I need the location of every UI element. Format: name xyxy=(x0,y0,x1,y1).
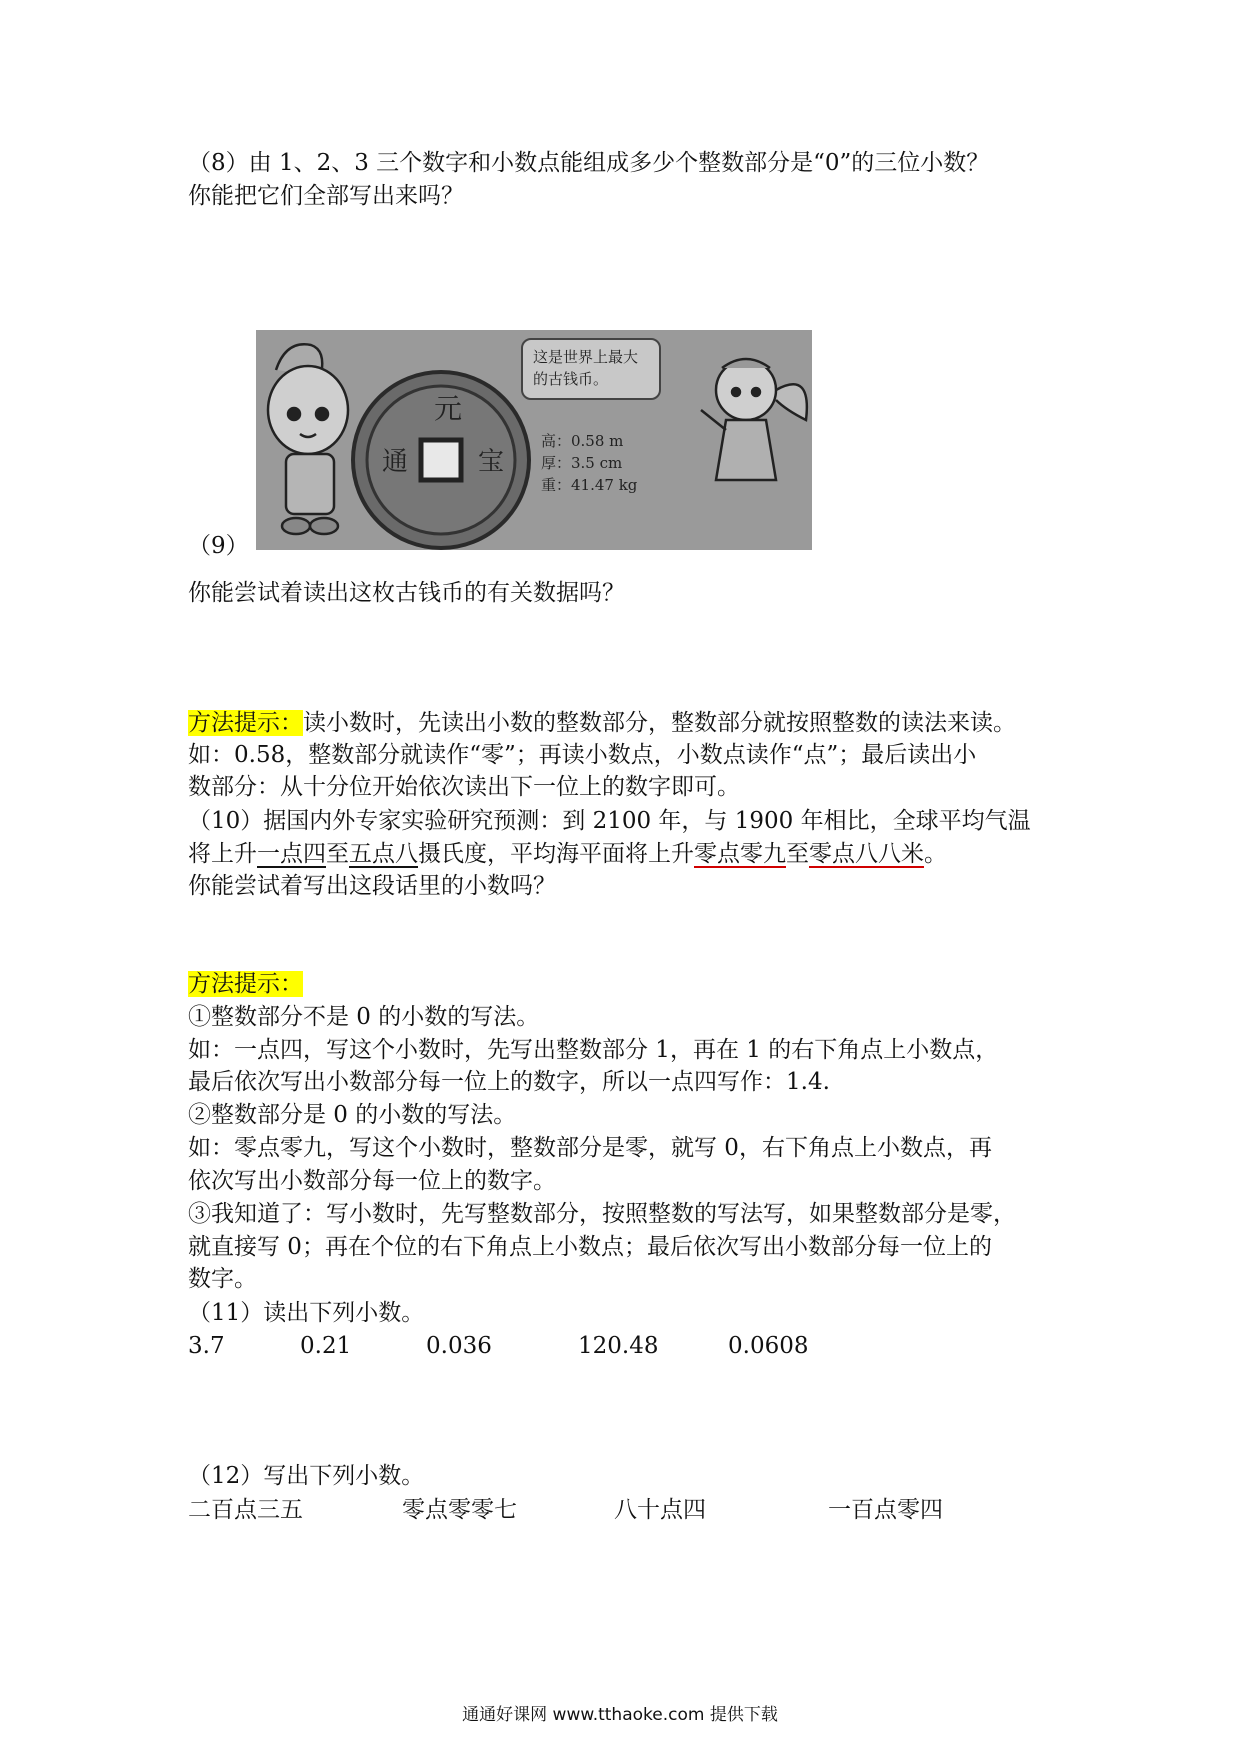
tip2-l3: 最后依次写出小数部分每一位上的数字，所以一点四写作：1.4. xyxy=(188,1069,830,1095)
speech-bubble xyxy=(521,338,661,400)
bubble-line1: 这是世界上最大 xyxy=(533,348,639,366)
q10-text-c: 摄氏度，平均海平面将上升 xyxy=(418,841,694,867)
q11-item: 0.21 xyxy=(300,1333,352,1359)
tip2-l4: ②整数部分是 0 的小数的写法。 xyxy=(188,1102,517,1128)
q12-item: 一百点零四 xyxy=(828,1497,943,1523)
q11-item: 0.036 xyxy=(426,1333,492,1359)
q10-text-b: 至 xyxy=(326,841,349,867)
q10-underline-4: 零点八八米 xyxy=(809,841,924,867)
tip1-line3: 数部分：从十分位开始依次读出下一位上的数字即可。 xyxy=(188,774,740,800)
q10-text-a: 将上升 xyxy=(188,841,257,867)
tip1-line1 xyxy=(188,707,1016,739)
q9-label: （9） xyxy=(188,533,249,559)
q11-item: 3.7 xyxy=(188,1333,225,1359)
q12-item: 二百点三五 xyxy=(188,1497,303,1523)
tip2-l9: 数字。 xyxy=(188,1266,257,1292)
q10-underline-1: 一点四 xyxy=(257,841,326,867)
coin-stats xyxy=(541,430,637,496)
q10-text-d: 至 xyxy=(786,841,809,867)
tip1-line2: 如：0.58，整数部分就读作“零”；再读小数点，小数点读作“点”；最后读出小 xyxy=(188,742,977,768)
tip2-l5: 如：零点零九，写这个小数时，整数部分是零，就写 0，右下角点上小数点，再 xyxy=(188,1135,992,1161)
q10-line3: 你能尝试着写出这段话里的小数吗？ xyxy=(188,873,556,899)
q8-line1: （8）由 1、2、3 三个数字和小数点能组成多少个整数部分是“0”的三位小数？ xyxy=(188,150,990,176)
tip1-line1-text: 读小数时，先读出小数的整数部分，整数部分就按照整数的读法来读。 xyxy=(303,710,1016,736)
q11-item: 0.0608 xyxy=(728,1333,809,1359)
q10-underline-3: 零点零九 xyxy=(694,841,786,867)
tip1-label: 方法提示： xyxy=(188,710,303,736)
page-footer: 通通好课网 www.tthaoke.com 提供下载 xyxy=(462,1705,778,1725)
q12-item: 零点零零七 xyxy=(402,1497,517,1523)
q10-text-e: 。 xyxy=(924,841,947,867)
stat-thickness: 厚：3.5 cm xyxy=(541,454,623,472)
ancient-coin-icon xyxy=(353,372,529,548)
tip2-label: 方法提示： xyxy=(188,971,303,997)
q12-item: 八十点四 xyxy=(614,1497,706,1523)
bubble-line2: 的古钱币。 xyxy=(533,370,609,388)
svg-text:通: 通 xyxy=(382,447,409,477)
q8-line2: 你能把它们全部写出来吗？ xyxy=(188,183,464,209)
svg-text:宝: 宝 xyxy=(478,447,505,477)
stat-weight: 重：41.47 kg xyxy=(541,476,638,494)
tip2-l6: 依次写出小数部分每一位上的数字。 xyxy=(188,1168,556,1194)
stat-height: 高：0.58 m xyxy=(541,432,624,450)
fairy-cartoon-icon xyxy=(701,359,807,480)
girl-cartoon-icon xyxy=(268,344,348,534)
q9-question: 你能尝试着读出这枚古钱币的有关数据吗？ xyxy=(188,580,625,606)
tip2-l8: 就直接写 0；再在个位的右下角点上小数点；最后依次写出小数部分每一位上的 xyxy=(188,1234,992,1260)
svg-text:元: 元 xyxy=(434,392,463,425)
ancient-coin-figure xyxy=(256,330,812,550)
q10-underline-2: 五点八 xyxy=(349,841,418,867)
tip2-l1: ①整数部分不是 0 的小数的写法。 xyxy=(188,1004,540,1030)
tip2-l7: ③我知道了：写小数时，先写整数部分，按照整数的写法写，如果整数部分是零， xyxy=(188,1201,1016,1227)
q12-title: （12）写出下列小数。 xyxy=(188,1463,425,1489)
q10-line2 xyxy=(188,838,947,870)
tip2-label-line xyxy=(188,968,303,1000)
tip2-l2: 如：一点四，写这个小数时，先写出整数部分 1，再在 1 的右下角点上小数点， xyxy=(188,1037,999,1063)
q11-title: （11）读出下列小数。 xyxy=(188,1300,425,1326)
q11-item: 120.48 xyxy=(578,1333,659,1359)
q10-line1: （10）据国内外专家实验研究预测：到 2100 年，与 1900 年相比，全球平均气温 xyxy=(188,808,1031,834)
